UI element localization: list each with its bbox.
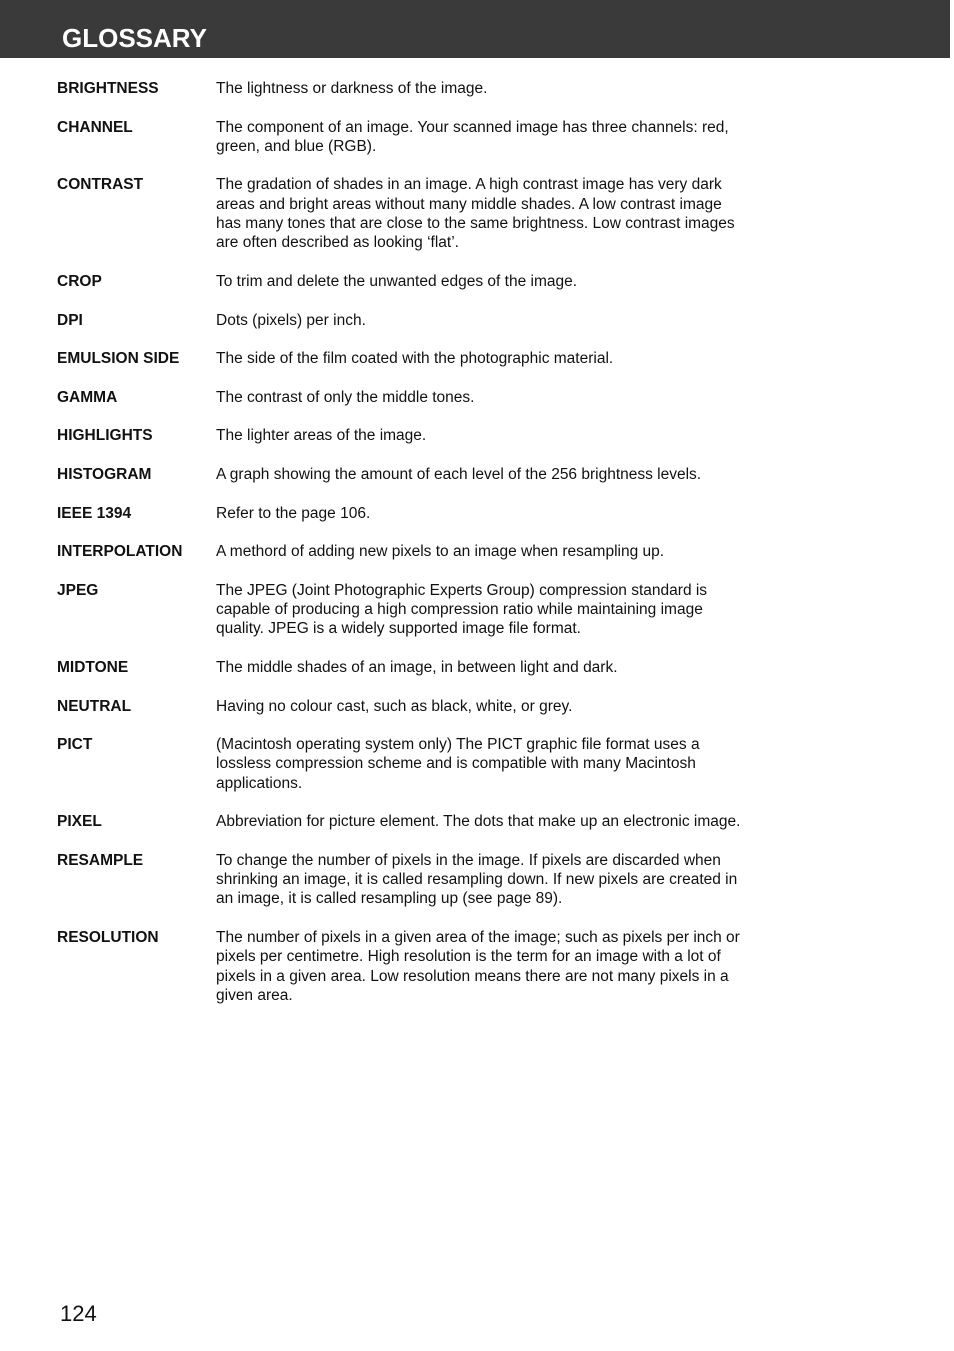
glossary-term: CROP: [57, 272, 102, 290]
glossary-definition: The number of pixels in a given area of the image; such as pixels per inch or pixels per centimetre. High resolution is the term for an image with a lot of pixels in a given area. Low resolution means there are not many pixels in a given area.: [216, 929, 740, 1004]
glossary-term: CONTRAST: [57, 176, 144, 194]
glossary-definition: To change the number of pixels in the image. If pixels are discarded when shrinking an image, it is called resampling down. If new pixels are created in an image, it is called resampling up (see page 89).: [216, 851, 738, 908]
glossary-definition: The side of the film coated with the photographic material.: [216, 350, 614, 368]
glossary-definition: Having no colour cast, such as black, white, or grey.: [216, 697, 573, 715]
glossary-entry-interpolation: [57, 542, 757, 561]
glossary-definition: The middle shades of an image, in between light and dark.: [216, 658, 618, 676]
glossary-term: JPEG: [57, 581, 99, 599]
page-number: 124: [60, 1301, 97, 1326]
glossary-term: MIDTONE: [57, 658, 129, 676]
glossary-term: CHANNEL: [57, 118, 133, 136]
glossary-definition: Refer to the page 106.: [216, 504, 371, 522]
glossary-definition: The component of an image. Your scanned image has three channels: red, green, and blue (RGB).: [216, 118, 729, 155]
glossary-term: IEEE 1394: [57, 504, 132, 522]
glossary-term: DPI: [57, 311, 83, 329]
glossary-definition: (Macintosh operating system only) The PICT graphic file format uses a lossless compression scheme and is compatible with many Macintosh applications.: [216, 736, 700, 792]
glossary-entry-brightness: [57, 79, 757, 98]
glossary-entry-neutral: [57, 697, 757, 716]
glossary-entry-channel: [57, 118, 757, 157]
glossary-definition: The JPEG (Joint Photographic Experts Group) compression standard is capable of producing a high compression ratio while maintaining image quality. JPEG is a widely supported image file format.: [216, 581, 708, 638]
glossary-term: HISTOGRAM: [57, 465, 152, 483]
glossary-term: INTERPOLATION: [57, 543, 183, 561]
glossary-definition: A graph showing the amount of each level of the 256 brightness levels.: [216, 465, 702, 483]
glossary-term: HIGHLIGHTS: [57, 427, 153, 445]
glossary-entry-contrast: [57, 175, 757, 252]
glossary-entry-resample: [57, 851, 757, 909]
glossary-term: EMULSION SIDE: [57, 350, 180, 368]
glossary-entry-highlights: [57, 426, 757, 445]
glossary-term: GAMMA: [57, 388, 118, 406]
glossary-list: [57, 79, 757, 1025]
glossary-entry-histogram: [57, 465, 757, 484]
glossary-definition: To trim and delete the unwanted edges of the image.: [216, 272, 578, 290]
glossary-entry-crop: [57, 272, 757, 291]
glossary-entry-midtone: [57, 658, 757, 677]
glossary-definition: The gradation of shades in an image. A high contrast image has very dark areas and bright areas without many middle shades. A low contrast image has many tones that are close to the same brightness. Low contrast images are often described as looking ‘flat’.: [216, 176, 735, 252]
glossary-term: PIXEL: [57, 813, 102, 831]
glossary-definition: Abbreviation for picture element. The dots that make up an electronic image.: [216, 813, 741, 831]
glossary-entry-dpi: [57, 311, 757, 330]
glossary-entry-ieee-1394: [57, 504, 757, 523]
header-bar: [0, 0, 950, 58]
glossary-entry-jpeg: [57, 581, 757, 639]
glossary-definition: The lighter areas of the image.: [216, 427, 427, 445]
glossary-term: RESAMPLE: [57, 851, 144, 869]
glossary-entry-emulsion-side: [57, 349, 757, 368]
glossary-definition: The contrast of only the middle tones.: [216, 388, 475, 406]
glossary-definition: The lightness or darkness of the image.: [216, 80, 488, 97]
glossary-term: PICT: [57, 736, 93, 754]
page-title: GLOSSARY: [62, 23, 207, 53]
glossary-entry-resolution: [57, 928, 757, 1005]
glossary-term: NEUTRAL: [57, 697, 132, 715]
glossary-entry-pict: [57, 735, 757, 793]
glossary-definition: Dots (pixels) per inch.: [216, 311, 366, 329]
glossary-term: RESOLUTION: [57, 929, 159, 947]
glossary-definition: A methord of adding new pixels to an image when resampling up.: [216, 543, 665, 561]
glossary-entry-gamma: [57, 388, 757, 407]
glossary-entry-pixel: [57, 812, 757, 831]
glossary-term: BRIGHTNESS: [57, 80, 159, 97]
